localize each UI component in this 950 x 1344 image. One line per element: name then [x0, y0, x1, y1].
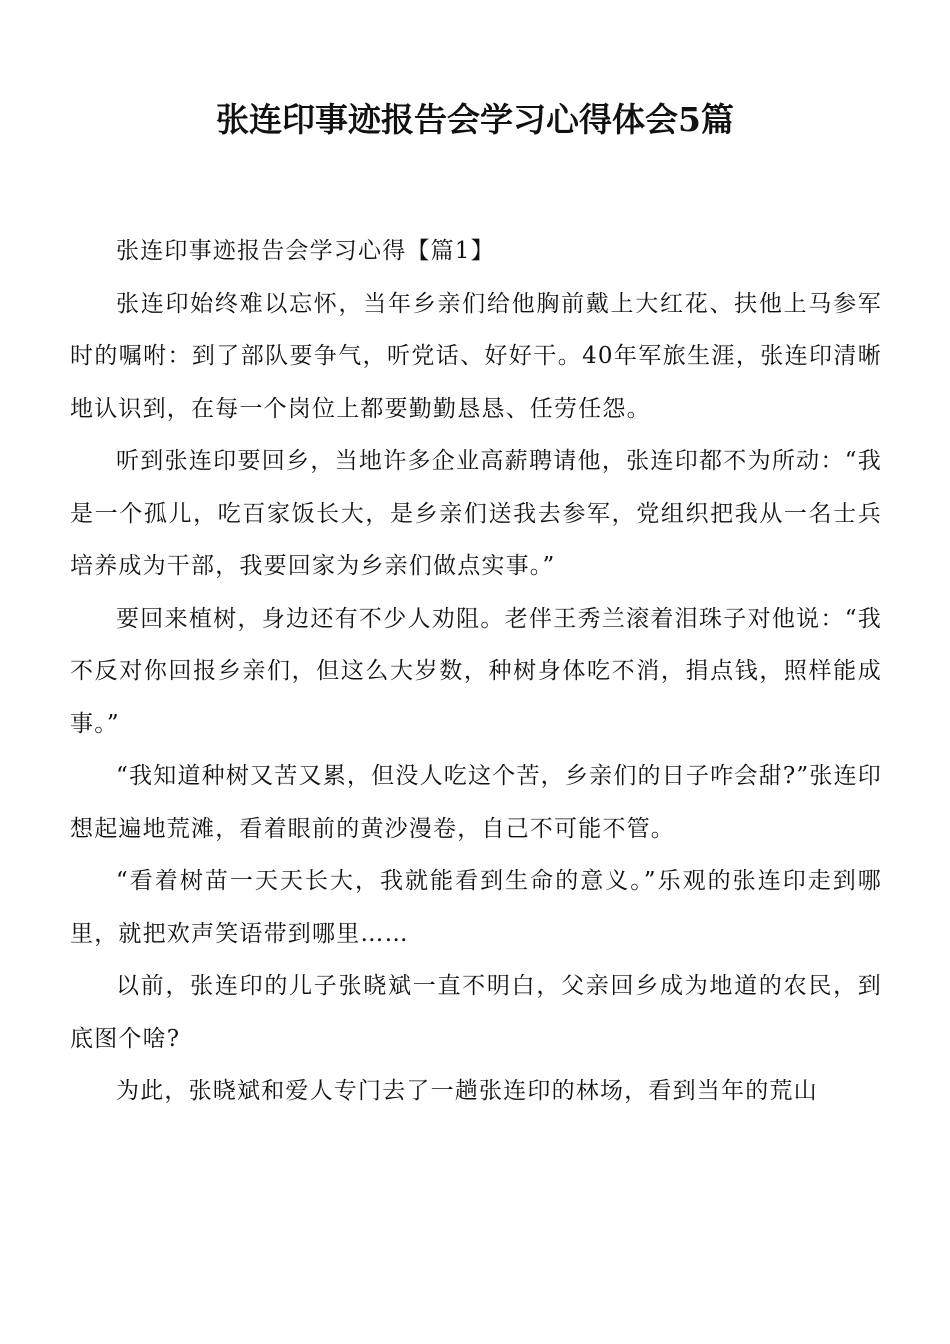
- document-title: 张连印事迹报告会学习心得体会5篇: [216, 100, 734, 139]
- paragraph: “看着树苗一天天长大，我就能看到生命的意义。”乐观的张连印走到哪里，就把欢声笑语带到哪里……: [70, 868, 882, 947]
- paragraph: 要回来植树，身边还有不少人劝阻。老伴王秀兰滚着泪珠子对他说：“我不反对你回报乡亲们，但这么大岁数，种树身体吃不消，捐点钱，照样能成事。”: [70, 605, 882, 737]
- section-heading: 张连印事迹报告会学习心得【篇1】: [116, 238, 495, 264]
- paragraph: 听到张连印要回乡，当地许多企业高薪聘请他，张连印都不为所动：“我是一个孤儿，吃百家饭长大，是乡亲们送我去参军，党组织把我从一名士兵培养成为干部，我要回家为乡亲们做点实事。”: [70, 448, 882, 579]
- paragraph: “我知道种树又苦又累，但没人吃这个苦，乡亲们的日子咋会甜?”张连印想起遍地荒滩，看着眼前的黄沙漫卷，自己不可能不管。: [70, 763, 882, 842]
- paragraph: 以前，张连印的儿子张晓斌一直不明白，父亲回乡成为地道的农民，到底图个啥?: [70, 973, 882, 1052]
- document-body: [70, 225, 882, 1118]
- paragraph: 张连印始终难以忘怀，当年乡亲们给他胸前戴上大红花、扶他上马参军时的嘱咐：到了部队要争气，听党话、好好干。40年军旅生涯，张连印清晰地认识到，在每一个岗位上都要勤勤恳恳、任劳任怨。: [70, 290, 882, 422]
- paragraph: 为此，张晓斌和爱人专门去了一趟张连印的林场，看到当年的荒山: [116, 1078, 818, 1104]
